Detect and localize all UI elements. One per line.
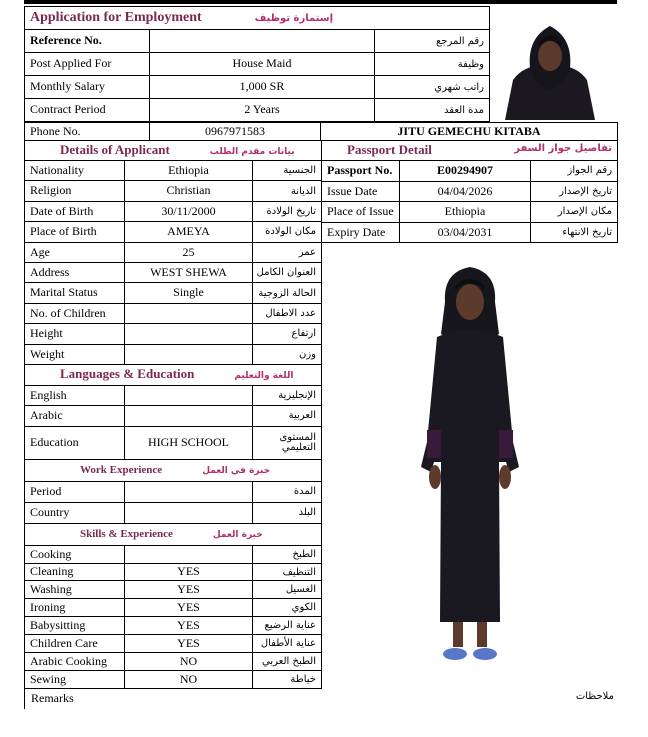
work-label-ar: المدة bbox=[253, 481, 322, 502]
skill-label-ar: التنظيف bbox=[253, 563, 322, 581]
passport-table bbox=[321, 140, 618, 243]
skill-row bbox=[25, 635, 322, 653]
detail-row bbox=[25, 324, 322, 344]
top-field-label: Monthly Salary bbox=[25, 76, 150, 99]
left-table bbox=[24, 140, 322, 689]
top-field-label-ar: راتب شهري bbox=[375, 76, 490, 99]
passport-label-ar: رقم الجواز bbox=[531, 161, 618, 182]
passport-rows bbox=[322, 161, 618, 243]
detail-label: Date of Birth bbox=[25, 201, 125, 221]
detail-row bbox=[25, 303, 322, 323]
language-row bbox=[25, 406, 322, 426]
language-row bbox=[25, 385, 322, 405]
passport-label: Place of Issue bbox=[322, 202, 400, 223]
language-row bbox=[25, 426, 322, 459]
skill-value: YES bbox=[125, 617, 253, 635]
skill-label: Sewing bbox=[25, 670, 125, 688]
detail-label: Address bbox=[25, 262, 125, 282]
phone-value: 0967971583 bbox=[150, 123, 321, 141]
language-label: English bbox=[25, 385, 125, 405]
detail-label-ar: الحالة الزوجية bbox=[253, 283, 322, 303]
detail-row bbox=[25, 283, 322, 303]
skill-row bbox=[25, 617, 322, 635]
skill-label-ar: خياطة bbox=[253, 670, 322, 688]
detail-row bbox=[25, 181, 322, 201]
work-title-ar: خبرة في العمل bbox=[202, 466, 271, 477]
detail-label: Weight bbox=[25, 344, 125, 364]
detail-value bbox=[125, 303, 253, 323]
language-value bbox=[125, 406, 253, 426]
phone-table bbox=[24, 122, 618, 141]
detail-value: WEST SHEWA bbox=[125, 262, 253, 282]
detail-row bbox=[25, 201, 322, 221]
passport-label-ar: تاريخ الإصدار bbox=[531, 181, 618, 202]
detail-value: AMEYA bbox=[125, 222, 253, 242]
passport-row bbox=[322, 181, 618, 202]
skill-value: NO bbox=[125, 653, 253, 671]
detail-value: 25 bbox=[125, 242, 253, 262]
passport-label: Passport No. bbox=[322, 161, 400, 182]
header-table bbox=[24, 6, 490, 122]
language-label: Education bbox=[25, 426, 125, 459]
passport-header bbox=[322, 141, 618, 161]
skill-label-ar: الطبخ bbox=[253, 545, 322, 563]
top-field-label: Contract Period bbox=[25, 99, 150, 122]
passport-label-ar: تاريخ الانتهاء bbox=[531, 222, 618, 243]
remarks-label-ar: ملاحظات bbox=[575, 691, 614, 702]
skill-value bbox=[125, 545, 253, 563]
applicant-headshot bbox=[495, 8, 605, 120]
detail-row bbox=[25, 262, 322, 282]
skill-label: Children Care bbox=[25, 635, 125, 653]
details-title: Details of Applicant bbox=[60, 142, 170, 158]
skills-title-ar: خبرة العمل bbox=[212, 530, 263, 541]
detail-label: Religion bbox=[25, 181, 125, 201]
skill-row bbox=[25, 545, 322, 563]
work-label: Period bbox=[25, 481, 125, 502]
passport-label: Expiry Date bbox=[322, 222, 400, 243]
details-header bbox=[25, 141, 322, 161]
skill-label: Ironing bbox=[25, 599, 125, 617]
applicant-name: JITU GEMECHU KITABA bbox=[321, 123, 618, 141]
form-title: Application for Employment bbox=[30, 10, 202, 26]
skill-row bbox=[25, 670, 322, 688]
work-header-row bbox=[25, 459, 322, 481]
skill-label-ar: الكوي bbox=[253, 599, 322, 617]
skill-label: Cooking bbox=[25, 545, 125, 563]
detail-row bbox=[25, 161, 322, 181]
details-title-ar: بيانات مقدم الطلب bbox=[209, 147, 295, 158]
languages-title: Languages & Education bbox=[60, 366, 195, 382]
passport-value: 04/04/2026 bbox=[400, 181, 531, 202]
top-field-label: Post Applied For bbox=[25, 53, 150, 76]
work-value bbox=[125, 502, 253, 523]
detail-label-ar: وزن bbox=[253, 344, 322, 364]
languages-title-ar: اللغة والتعليم bbox=[234, 371, 294, 382]
skill-label-ar: الغسيل bbox=[253, 581, 322, 599]
top-field-value: House Maid bbox=[150, 53, 375, 76]
detail-label-ar: العنوان الكامل bbox=[253, 262, 322, 282]
work-header bbox=[25, 459, 322, 481]
work-label: Country bbox=[25, 502, 125, 523]
left-sections bbox=[25, 141, 322, 689]
skill-row bbox=[25, 653, 322, 671]
detail-label: Height bbox=[25, 324, 125, 344]
detail-label-ar: عمر bbox=[253, 242, 322, 262]
skill-row bbox=[25, 599, 322, 617]
phone-label: Phone No. bbox=[25, 123, 150, 141]
skill-value: YES bbox=[125, 581, 253, 599]
passport-row bbox=[322, 202, 618, 223]
top-field-label-ar: وظيفة bbox=[375, 53, 490, 76]
skill-row bbox=[25, 563, 322, 581]
top-field-row bbox=[25, 99, 490, 122]
remarks-label: Remarks bbox=[31, 691, 74, 705]
skill-value: NO bbox=[125, 670, 253, 688]
top-fields bbox=[25, 30, 490, 122]
language-label-ar: الإنجليزية bbox=[253, 385, 322, 405]
passport-title-ar: تفاصيل جواز السفر bbox=[514, 143, 613, 155]
top-field-value bbox=[150, 30, 375, 53]
work-label-ar: البلد bbox=[253, 502, 322, 523]
top-border bbox=[24, 0, 617, 4]
passport-row bbox=[322, 222, 618, 243]
skill-label-ar: عناية الرضيع bbox=[253, 617, 322, 635]
top-field-label-ar: رقم المرجع bbox=[375, 30, 490, 53]
skill-label: Babysitting bbox=[25, 617, 125, 635]
language-label: Arabic bbox=[25, 406, 125, 426]
passport-row bbox=[322, 161, 618, 182]
detail-label-ar: الجنسية bbox=[253, 161, 322, 181]
passport-value: E00294907 bbox=[400, 161, 531, 182]
skills-header-row bbox=[25, 523, 322, 545]
skill-row bbox=[25, 581, 322, 599]
skill-value: YES bbox=[125, 635, 253, 653]
detail-label-ar: تاريخ الولادة bbox=[253, 201, 322, 221]
work-row bbox=[25, 481, 322, 502]
passport-label: Issue Date bbox=[322, 181, 400, 202]
skill-label: Washing bbox=[25, 581, 125, 599]
detail-row bbox=[25, 344, 322, 364]
language-value: HIGH SCHOOL bbox=[125, 426, 253, 459]
detail-label-ar: الديانة bbox=[253, 181, 322, 201]
top-field-row bbox=[25, 76, 490, 99]
work-row bbox=[25, 502, 322, 523]
passport-value: 03/04/2031 bbox=[400, 222, 531, 243]
form-title-ar: إستمارة توظيف bbox=[254, 13, 334, 25]
top-field-row bbox=[25, 30, 490, 53]
language-label-ar: المستوى التعليمي bbox=[253, 426, 322, 459]
skill-value: YES bbox=[125, 563, 253, 581]
top-field-label: Reference No. bbox=[25, 30, 150, 53]
detail-label: Age bbox=[25, 242, 125, 262]
detail-label: Marital Status bbox=[25, 283, 125, 303]
detail-value: 30/11/2000 bbox=[125, 201, 253, 221]
detail-label: Nationality bbox=[25, 161, 125, 181]
skill-label-ar: عناية الأطفال bbox=[253, 635, 322, 653]
title-cell bbox=[25, 7, 490, 30]
detail-row bbox=[25, 242, 322, 262]
detail-value bbox=[125, 344, 253, 364]
detail-value: Ethiopia bbox=[125, 161, 253, 181]
passport-value: Ethiopia bbox=[400, 202, 531, 223]
detail-label: Place of Birth bbox=[25, 222, 125, 242]
top-field-row bbox=[25, 53, 490, 76]
language-value bbox=[125, 385, 253, 405]
top-field-value: 1,000 SR bbox=[150, 76, 375, 99]
top-field-label-ar: مدة العقد bbox=[375, 99, 490, 122]
detail-label-ar: ارتفاع bbox=[253, 324, 322, 344]
work-value bbox=[125, 481, 253, 502]
detail-value: Christian bbox=[125, 181, 253, 201]
passport-label-ar: مكان الإصدار bbox=[531, 202, 618, 223]
detail-row bbox=[25, 222, 322, 242]
skill-value: YES bbox=[125, 599, 253, 617]
skills-title: Skills & Experience bbox=[80, 528, 173, 541]
detail-label: No. of Children bbox=[25, 303, 125, 323]
detail-value bbox=[125, 324, 253, 344]
details-header-row bbox=[25, 141, 322, 161]
passport-title: Passport Detail bbox=[347, 142, 432, 158]
skill-label: Arabic Cooking bbox=[25, 653, 125, 671]
languages-header bbox=[25, 364, 322, 385]
top-field-value: 2 Years bbox=[150, 99, 375, 122]
languages-header-row bbox=[25, 364, 322, 385]
skills-header bbox=[25, 523, 322, 545]
detail-label-ar: عدد الاطفال bbox=[253, 303, 322, 323]
detail-label-ar: مكان الولادة bbox=[253, 222, 322, 242]
language-label-ar: العربية bbox=[253, 406, 322, 426]
skill-label: Cleaning bbox=[25, 563, 125, 581]
work-title: Work Experience bbox=[80, 464, 163, 477]
skill-label-ar: الطبخ العربي bbox=[253, 653, 322, 671]
remarks-row bbox=[24, 689, 618, 709]
applicant-full-photo bbox=[395, 262, 545, 667]
detail-value: Single bbox=[125, 283, 253, 303]
